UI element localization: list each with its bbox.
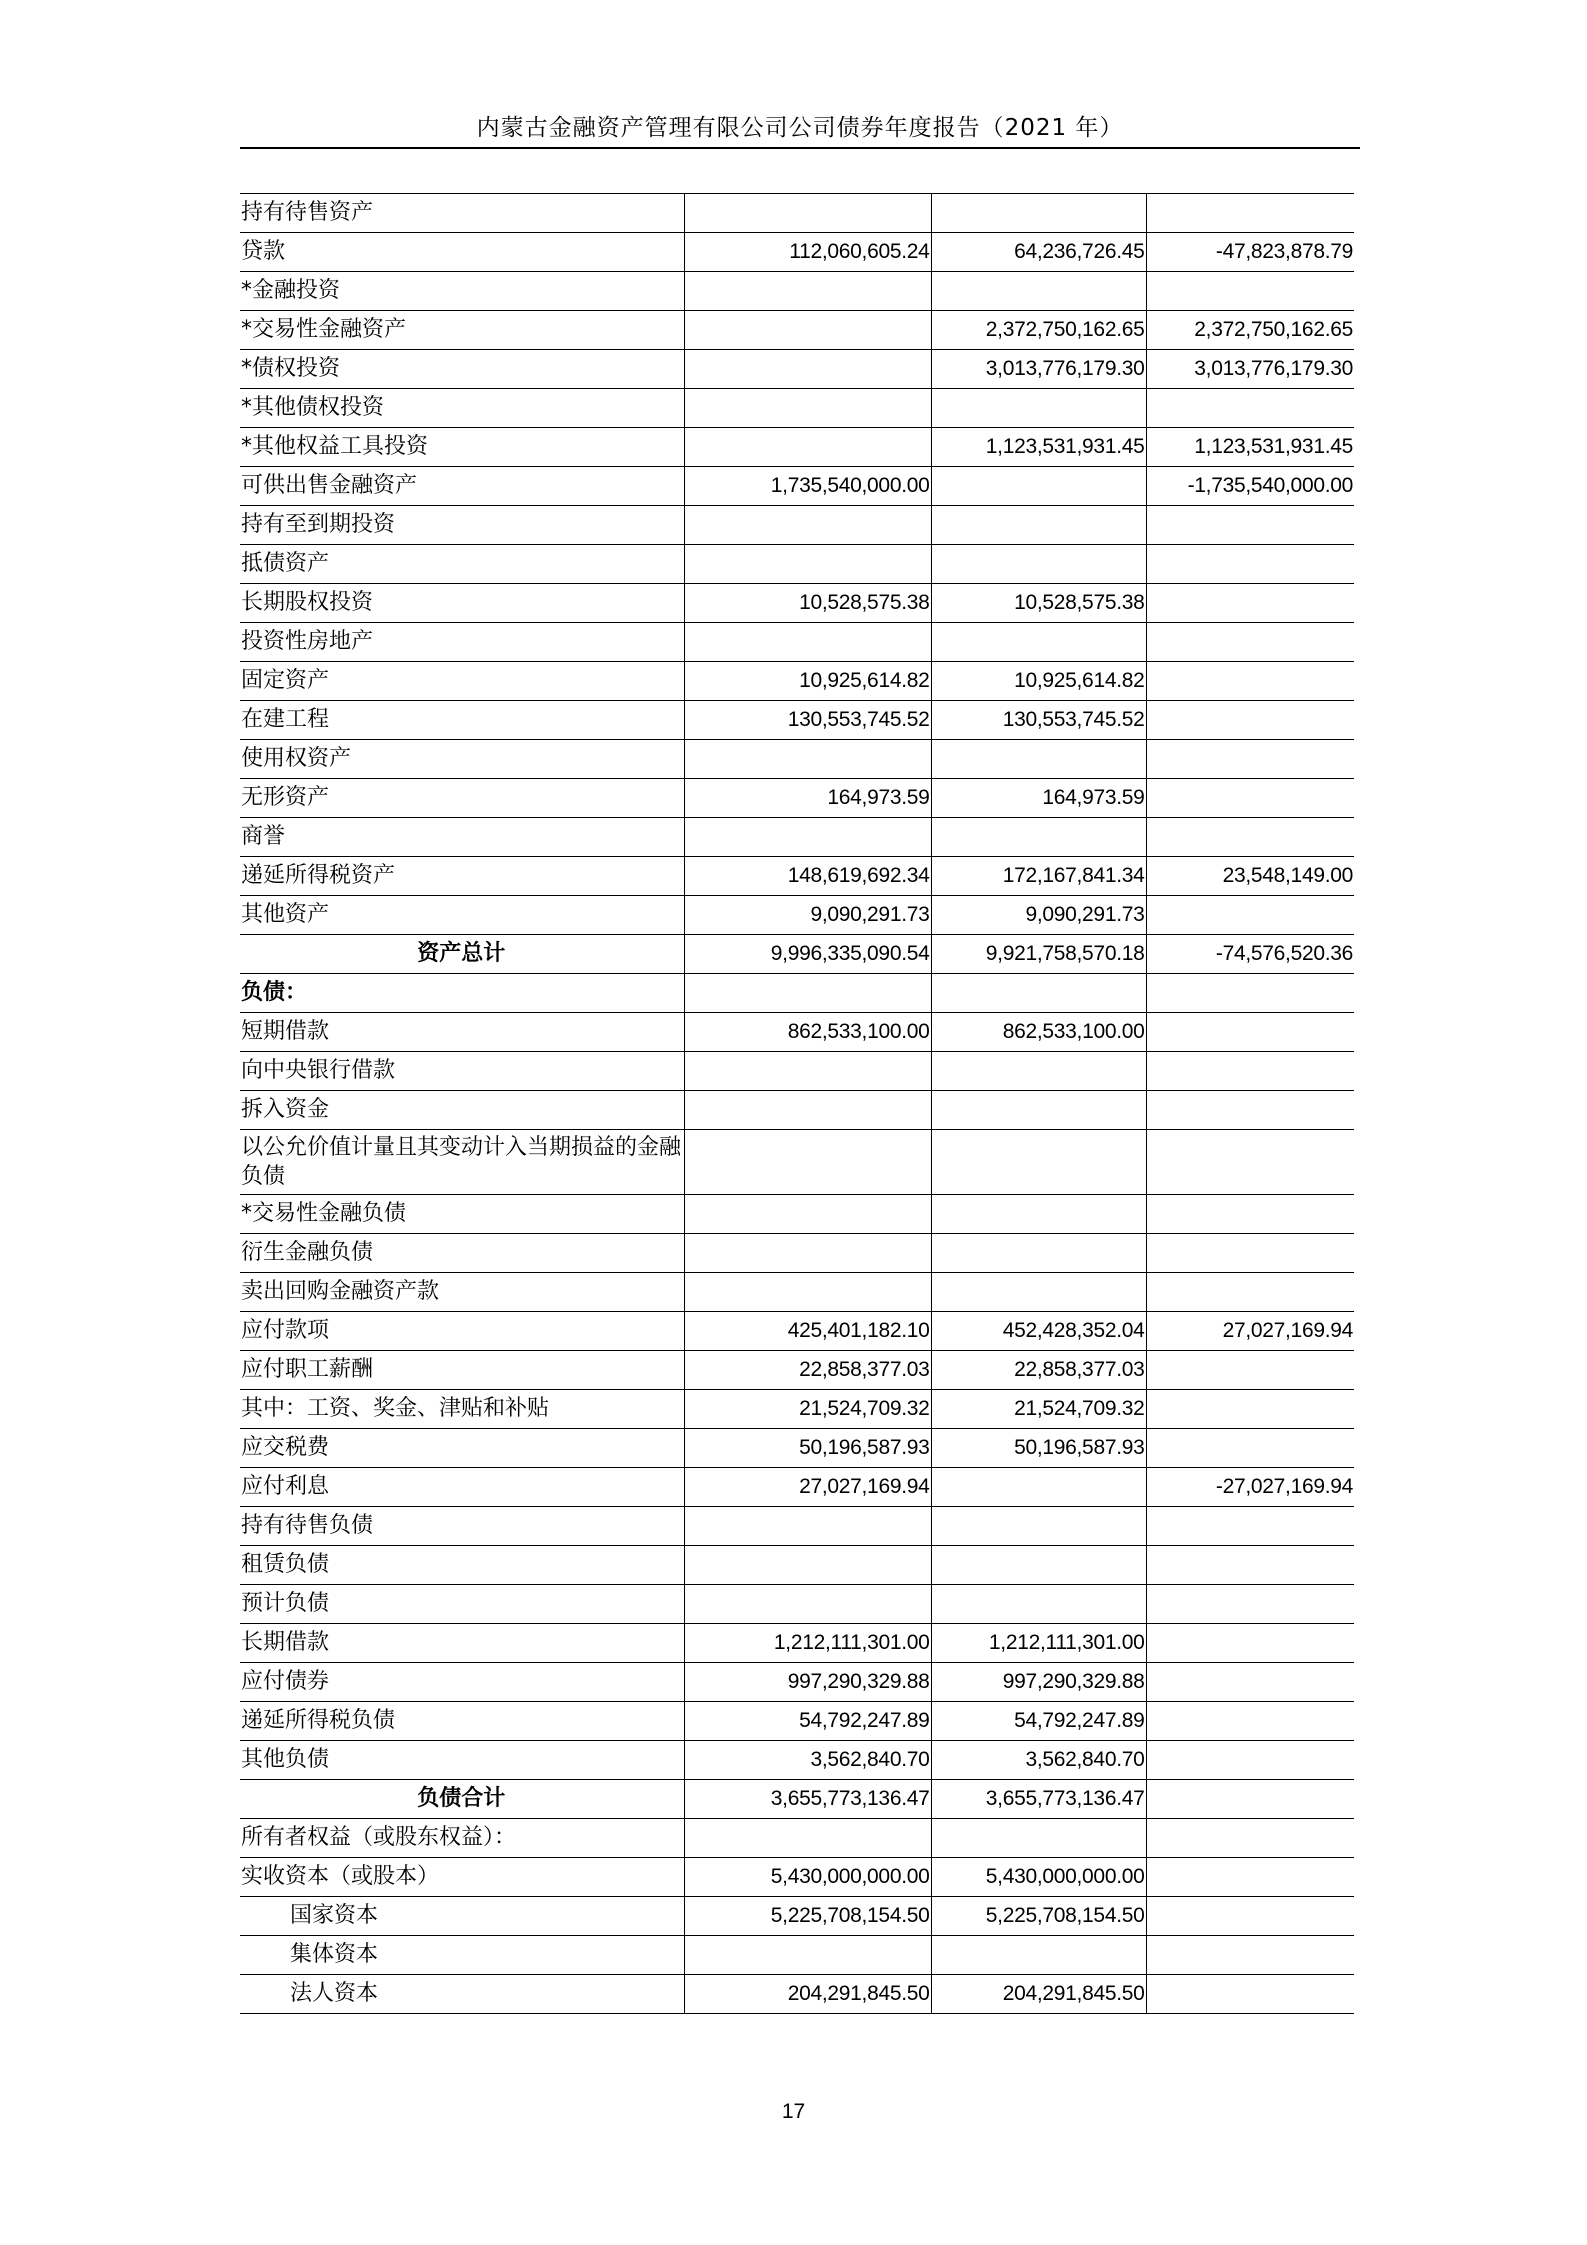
row-label: 应交税费: [240, 1429, 684, 1468]
row-label: 拆入资金: [240, 1091, 684, 1130]
row-label: 应付利息: [240, 1468, 684, 1507]
table-row: [240, 1663, 1354, 1702]
table-row: [240, 1130, 1354, 1195]
table-row: [240, 428, 1354, 467]
value-cell-col2: 172,167,841.34: [931, 857, 1146, 896]
value-cell-col2: 21,524,709.32: [931, 1390, 1146, 1429]
row-label: 持有待售负债: [240, 1507, 684, 1546]
value-cell-col3: [1146, 1663, 1354, 1702]
value-cell-col3: [1146, 896, 1354, 935]
row-label: *交易性金融资产: [240, 311, 684, 350]
total-assets-label: 资产总计: [240, 935, 684, 974]
table-row: [240, 1195, 1354, 1234]
value-cell-col2: 50,196,587.93: [931, 1429, 1146, 1468]
value-cell-col3: [1146, 818, 1354, 857]
value-cell-col3: [1146, 1390, 1354, 1429]
table-row: [240, 1234, 1354, 1273]
value-cell-col2: 1,212,111,301.00: [931, 1624, 1146, 1663]
value-cell-col1: 862,533,100.00: [684, 1013, 931, 1052]
table-row: [240, 740, 1354, 779]
liabilities-section-label: 负债：: [240, 974, 684, 1013]
value-cell-col1: 204,291,845.50: [684, 1975, 931, 2014]
value-cell-col1: [684, 1273, 931, 1312]
value-cell-col2: 204,291,845.50: [931, 1975, 1146, 2014]
value-cell-col1: [684, 740, 931, 779]
value-cell-col1: [684, 194, 931, 233]
table-row: [240, 1585, 1354, 1624]
table-row: [240, 701, 1354, 740]
table-row: [240, 1390, 1354, 1429]
value-cell-col2: [931, 1052, 1146, 1091]
table-row: [240, 1312, 1354, 1351]
value-cell-col1: [684, 1091, 931, 1130]
value-cell-col3: -27,027,169.94: [1146, 1468, 1354, 1507]
value-cell-col1: [684, 428, 931, 467]
value-cell-col3: [1146, 779, 1354, 818]
total-liabilities-label: 负债合计: [240, 1780, 684, 1819]
row-label: 以公允价值计量且其变动计入当期损益的金融负债: [240, 1130, 684, 1195]
value-cell-col1: 27,027,169.94: [684, 1468, 931, 1507]
value-cell-col2: [931, 1546, 1146, 1585]
value-cell-col2: 997,290,329.88: [931, 1663, 1146, 1702]
table-row: [240, 1975, 1354, 2014]
value-cell-col1: [684, 1130, 931, 1195]
value-cell-col2: [931, 1468, 1146, 1507]
value-cell-col3: [1146, 389, 1354, 428]
value-cell-col1: [684, 1052, 931, 1091]
balance-sheet-table: [240, 193, 1354, 2014]
value-cell-col3: [1146, 1091, 1354, 1130]
table-row: [240, 233, 1354, 272]
value-cell-col1: 3,562,840.70: [684, 1741, 931, 1780]
table-row: [240, 194, 1354, 233]
value-cell-col3: [1146, 1858, 1354, 1897]
value-cell-col3: [1146, 1936, 1354, 1975]
value-cell-col3: [1146, 701, 1354, 740]
row-label: 无形资产: [240, 779, 684, 818]
total-liabilities-row: [240, 1780, 1354, 1819]
value-cell-col1: 164,973.59: [684, 779, 931, 818]
section-header-row: [240, 974, 1354, 1013]
value-cell-col1: 1,212,111,301.00: [684, 1624, 931, 1663]
row-label: 国家资本: [240, 1897, 684, 1936]
value-cell-col2: [931, 1273, 1146, 1312]
value-cell-col1: [684, 1195, 931, 1234]
table-row: [240, 1858, 1354, 1897]
value-cell-col2: [931, 1819, 1146, 1858]
value-cell-col3: -47,823,878.79: [1146, 233, 1354, 272]
value-cell-col3: [1146, 1819, 1354, 1858]
value-cell-col2: [931, 467, 1146, 506]
value-cell-col1: 21,524,709.32: [684, 1390, 931, 1429]
value-cell-col2: 10,528,575.38: [931, 584, 1146, 623]
value-cell-col1: 997,290,329.88: [684, 1663, 931, 1702]
value-cell-col3: [1146, 1741, 1354, 1780]
value-cell-col2: [931, 272, 1146, 311]
value-cell-col1: [684, 350, 931, 389]
value-cell-col2: 164,973.59: [931, 779, 1146, 818]
value-cell-col2: 862,533,100.00: [931, 1013, 1146, 1052]
row-label: 长期股权投资: [240, 584, 684, 623]
table-row: [240, 779, 1354, 818]
row-label: 持有待售资产: [240, 194, 684, 233]
value-cell-col3: [1146, 272, 1354, 311]
value-cell-col3: [1146, 1013, 1354, 1052]
value-cell-col2: [931, 506, 1146, 545]
row-label: 租赁负债: [240, 1546, 684, 1585]
value-cell-col2: 9,921,758,570.18: [931, 935, 1146, 974]
value-cell-col1: 130,553,745.52: [684, 701, 931, 740]
equity-section-label: 所有者权益（或股东权益）：: [240, 1819, 684, 1858]
table-row: [240, 506, 1354, 545]
table-row: [240, 662, 1354, 701]
value-cell-col3: [1146, 1195, 1354, 1234]
value-cell-col3: [1146, 1507, 1354, 1546]
table-row: [240, 1624, 1354, 1663]
table-row: [240, 1897, 1354, 1936]
value-cell-col2: [931, 974, 1146, 1013]
value-cell-col2: [931, 1936, 1146, 1975]
value-cell-col1: 3,655,773,136.47: [684, 1780, 931, 1819]
row-label: 使用权资产: [240, 740, 684, 779]
value-cell-col2: 64,236,726.45: [931, 233, 1146, 272]
table-row: [240, 1013, 1354, 1052]
value-cell-col3: [1146, 1234, 1354, 1273]
row-label: 向中央银行借款: [240, 1052, 684, 1091]
table-row: [240, 1273, 1354, 1312]
value-cell-col3: [1146, 1624, 1354, 1663]
value-cell-col1: 5,225,708,154.50: [684, 1897, 931, 1936]
value-cell-col3: [1146, 623, 1354, 662]
value-cell-col2: [931, 740, 1146, 779]
value-cell-col2: 22,858,377.03: [931, 1351, 1146, 1390]
value-cell-col3: -74,576,520.36: [1146, 935, 1354, 974]
value-cell-col2: [931, 1234, 1146, 1273]
value-cell-col1: [684, 1819, 931, 1858]
value-cell-col3: 1,123,531,931.45: [1146, 428, 1354, 467]
table-row: [240, 896, 1354, 935]
value-cell-col1: 22,858,377.03: [684, 1351, 931, 1390]
row-label: 实收资本（或股本）: [240, 1858, 684, 1897]
table-row: [240, 1702, 1354, 1741]
value-cell-col3: [1146, 1273, 1354, 1312]
row-label: 集体资本: [240, 1936, 684, 1975]
value-cell-col1: [684, 1585, 931, 1624]
value-cell-col2: [931, 818, 1146, 857]
row-label: 递延所得税资产: [240, 857, 684, 896]
row-label: 衍生金融负债: [240, 1234, 684, 1273]
table-row: [240, 857, 1354, 896]
value-cell-col3: [1146, 1702, 1354, 1741]
table-row: [240, 311, 1354, 350]
value-cell-col2: [931, 1507, 1146, 1546]
table-row: [240, 1507, 1354, 1546]
row-label: 投资性房地产: [240, 623, 684, 662]
row-label: 法人资本: [240, 1975, 684, 2014]
value-cell-col1: [684, 1234, 931, 1273]
value-cell-col1: [684, 1546, 931, 1585]
value-cell-col2: [931, 1195, 1146, 1234]
table-row: [240, 1351, 1354, 1390]
row-label: 应付职工薪酬: [240, 1351, 684, 1390]
value-cell-col2: [931, 623, 1146, 662]
value-cell-col3: [1146, 584, 1354, 623]
value-cell-col1: [684, 389, 931, 428]
value-cell-col3: [1146, 194, 1354, 233]
value-cell-col2: 5,225,708,154.50: [931, 1897, 1146, 1936]
value-cell-col2: [931, 1091, 1146, 1130]
value-cell-col2: 3,562,840.70: [931, 1741, 1146, 1780]
value-cell-col2: [931, 545, 1146, 584]
row-label: 应付款项: [240, 1312, 684, 1351]
value-cell-col2: 2,372,750,162.65: [931, 311, 1146, 350]
value-cell-col2: [931, 1130, 1146, 1195]
row-label: 递延所得税负债: [240, 1702, 684, 1741]
table-row: [240, 1936, 1354, 1975]
value-cell-col2: 10,925,614.82: [931, 662, 1146, 701]
value-cell-col1: 1,735,540,000.00: [684, 467, 931, 506]
value-cell-col1: 10,925,614.82: [684, 662, 931, 701]
value-cell-col3: 27,027,169.94: [1146, 1312, 1354, 1351]
value-cell-col1: [684, 311, 931, 350]
page-number: 17: [781, 2100, 806, 2123]
value-cell-col1: [684, 272, 931, 311]
table-row: [240, 350, 1354, 389]
row-label: 抵债资产: [240, 545, 684, 584]
value-cell-col1: [684, 974, 931, 1013]
row-label: 在建工程: [240, 701, 684, 740]
value-cell-col1: 10,528,575.38: [684, 584, 931, 623]
value-cell-col3: [1146, 1546, 1354, 1585]
value-cell-col3: -1,735,540,000.00: [1146, 467, 1354, 506]
value-cell-col3: [1146, 506, 1354, 545]
value-cell-col3: [1146, 1975, 1354, 2014]
value-cell-col1: 54,792,247.89: [684, 1702, 931, 1741]
value-cell-col2: 452,428,352.04: [931, 1312, 1146, 1351]
row-label: 卖出回购金融资产款: [240, 1273, 684, 1312]
value-cell-col2: [931, 389, 1146, 428]
row-label: 其他负债: [240, 1741, 684, 1780]
value-cell-col3: [1146, 1351, 1354, 1390]
value-cell-col1: [684, 1507, 931, 1546]
value-cell-col3: [1146, 1052, 1354, 1091]
value-cell-col3: [1146, 1429, 1354, 1468]
value-cell-col2: 9,090,291.73: [931, 896, 1146, 935]
row-label: *其他债权投资: [240, 389, 684, 428]
value-cell-col3: [1146, 1897, 1354, 1936]
table-row: [240, 545, 1354, 584]
value-cell-col1: 425,401,182.10: [684, 1312, 931, 1351]
table-row: [240, 1546, 1354, 1585]
value-cell-col3: [1146, 662, 1354, 701]
value-cell-col1: 5,430,000,000.00: [684, 1858, 931, 1897]
value-cell-col3: 3,013,776,179.30: [1146, 350, 1354, 389]
value-cell-col2: 54,792,247.89: [931, 1702, 1146, 1741]
value-cell-col1: [684, 623, 931, 662]
table-row: [240, 818, 1354, 857]
report-header-title: 内蒙古金融资产管理有限公司公司债券年度报告（2021 年）: [476, 115, 1124, 141]
row-label: 商誉: [240, 818, 684, 857]
row-label: 贷款: [240, 233, 684, 272]
value-cell-col1: 9,090,291.73: [684, 896, 931, 935]
value-cell-col1: [684, 506, 931, 545]
table-row: [240, 584, 1354, 623]
value-cell-col2: 5,430,000,000.00: [931, 1858, 1146, 1897]
table-row: [240, 1052, 1354, 1091]
value-cell-col2: 3,655,773,136.47: [931, 1780, 1146, 1819]
value-cell-col3: [1146, 1585, 1354, 1624]
row-label: *金融投资: [240, 272, 684, 311]
row-label: 可供出售金融资产: [240, 467, 684, 506]
table-row: [240, 272, 1354, 311]
row-label: 持有至到期投资: [240, 506, 684, 545]
value-cell-col3: [1146, 545, 1354, 584]
table-row: [240, 623, 1354, 662]
value-cell-col3: [1146, 1130, 1354, 1195]
value-cell-col2: [931, 1585, 1146, 1624]
value-cell-col3: 23,548,149.00: [1146, 857, 1354, 896]
value-cell-col1: 112,060,605.24: [684, 233, 931, 272]
row-label: *债权投资: [240, 350, 684, 389]
table-row: [240, 1741, 1354, 1780]
value-cell-col2: 1,123,531,931.45: [931, 428, 1146, 467]
row-label: 固定资产: [240, 662, 684, 701]
table-row: [240, 389, 1354, 428]
value-cell-col3: [1146, 974, 1354, 1013]
table-row: [240, 1468, 1354, 1507]
value-cell-col1: 148,619,692.34: [684, 857, 931, 896]
row-label: 其中：工资、奖金、津贴和补贴: [240, 1390, 684, 1429]
table-row: [240, 1091, 1354, 1130]
value-cell-col1: 9,996,335,090.54: [684, 935, 931, 974]
value-cell-col2: [931, 194, 1146, 233]
table-row: [240, 467, 1354, 506]
table-row: [240, 1429, 1354, 1468]
row-label: *其他权益工具投资: [240, 428, 684, 467]
value-cell-col3: [1146, 740, 1354, 779]
value-cell-col1: [684, 1936, 931, 1975]
row-label: *交易性金融负债: [240, 1195, 684, 1234]
total-assets-row: [240, 935, 1354, 974]
row-label: 长期借款: [240, 1624, 684, 1663]
header-divider: [240, 147, 1360, 149]
value-cell-col3: 2,372,750,162.65: [1146, 311, 1354, 350]
row-label: 应付债券: [240, 1663, 684, 1702]
value-cell-col1: 50,196,587.93: [684, 1429, 931, 1468]
value-cell-col1: [684, 818, 931, 857]
value-cell-col2: 3,013,776,179.30: [931, 350, 1146, 389]
row-label: 短期借款: [240, 1013, 684, 1052]
section-header-row: [240, 1819, 1354, 1858]
row-label: 预计负债: [240, 1585, 684, 1624]
value-cell-col3: [1146, 1780, 1354, 1819]
row-label: 其他资产: [240, 896, 684, 935]
value-cell-col2: 130,553,745.52: [931, 701, 1146, 740]
value-cell-col1: [684, 545, 931, 584]
